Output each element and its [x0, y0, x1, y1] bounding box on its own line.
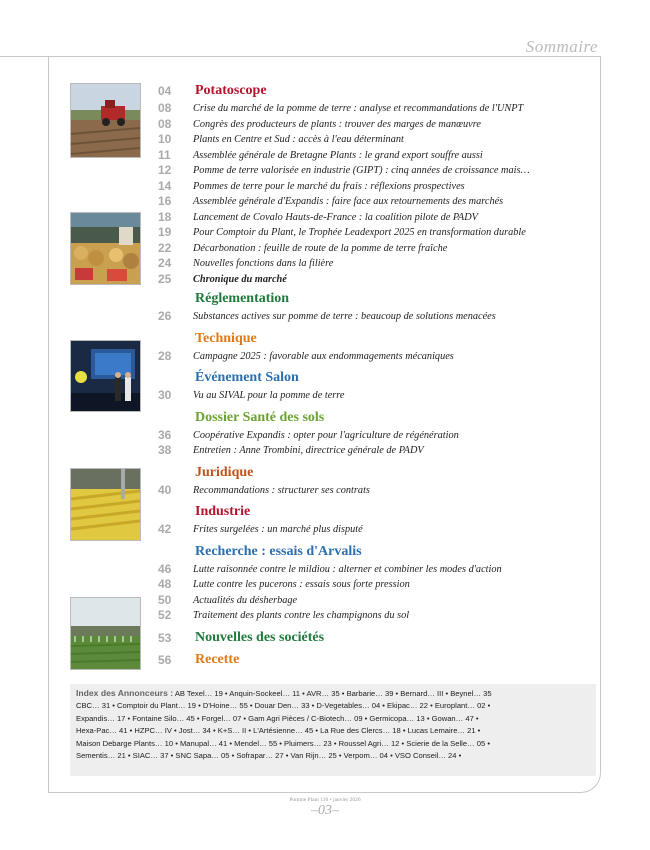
entry-page-number: 46	[158, 561, 172, 576]
toc-entry[interactable]	[158, 179, 588, 195]
entry-page-number: 25	[158, 271, 172, 286]
section-juridique[interactable]	[158, 464, 588, 483]
entry-page-number: 08	[158, 116, 172, 131]
section-header: Sommaire	[525, 37, 598, 56]
entry-page-number: 50	[158, 592, 172, 607]
section-title: Juridique	[195, 464, 254, 480]
entry-title: Campagne 2025 : favorable aux endommagements mécaniques	[193, 350, 454, 362]
entries-salon	[158, 388, 588, 404]
entry-page-number: 52	[158, 608, 172, 622]
entry-title: Pomme de terre valorisée en industrie (GIPT) : cinq années de croissance mais…	[193, 165, 530, 176]
entries-industrie	[158, 522, 588, 538]
toc-entry[interactable]	[158, 117, 588, 133]
entries-recherche	[158, 562, 588, 624]
index-row: Expandis… 17 • Fontaine Silo… 45 • Forgel… 07 • Gam Agri Pièces / C-Biotech… 09 • Germicopa… 13 • Gowan… 47 •	[76, 713, 479, 723]
advertisers-index	[70, 684, 596, 776]
section-recherche[interactable]	[158, 543, 588, 562]
entry-title: Crise du marché de la pomme de terre : analyse et recommandations de l'UNPT	[193, 103, 524, 114]
section-title: Événement Salon	[195, 370, 299, 385]
toc-entry[interactable]	[158, 593, 588, 609]
section-title: Dossier Santé des sols	[195, 409, 325, 425]
entries-technique	[158, 349, 588, 365]
section-salon[interactable]	[158, 369, 588, 388]
entries-potatoscope	[158, 101, 588, 287]
entries-reglementation	[158, 309, 588, 325]
entry-title: Pour Comptoir du Plant, le Trophée Leadexport 2025 en transformation durable	[193, 227, 526, 238]
entry-page-number: 08	[158, 101, 172, 115]
entry-title: Vu au SIVAL pour la pomme de terre	[193, 390, 345, 401]
toc-entry[interactable]	[158, 132, 588, 148]
entry-page-number: 48	[158, 577, 172, 591]
entry-page-number: 12	[158, 163, 172, 177]
section-nouvelles[interactable]	[158, 629, 588, 648]
entry-title: Plants en Centre et Sud : accès à l'eau déterminant	[193, 134, 404, 145]
section-reglementation[interactable]	[158, 290, 588, 309]
photo-harvest-field	[70, 83, 141, 158]
entry-title: Entretien : Anne Trombini, directrice générale de PADV	[193, 445, 424, 456]
entries-sante	[158, 428, 588, 459]
index-row: CBC… 31 • Comptoir du Plant… 19 • D'Hoine… 55 • Douar Den… 33 • D-Vegetables… 04 • Ekipac… 22 • Europlant… 02 •	[76, 701, 491, 711]
section-title: Industrie	[195, 504, 251, 519]
entry-title: Congrès des producteurs de plants : trouver des marges de manœuvre	[193, 118, 481, 130]
toc-entry[interactable]	[158, 577, 588, 593]
entry-title: Nouvelles fonctions dans la filière	[193, 258, 334, 269]
entry-title: Substances actives sur pomme de terre : beaucoup de solutions menacées	[193, 311, 496, 322]
entry-page-number: 24	[158, 256, 172, 270]
toc-entry[interactable]	[158, 443, 588, 459]
toc-entry[interactable]	[158, 388, 588, 404]
section-sante[interactable]	[158, 409, 588, 428]
entry-title: Recommandations : structurer ses contrats	[193, 484, 370, 496]
section-recette[interactable]	[158, 651, 588, 670]
entry-page-number: 42	[158, 522, 172, 536]
entry-title: Assemblée générale de Bretagne Plants : le grand export souffre aussi	[193, 149, 483, 161]
section-title: Réglementation	[195, 291, 290, 306]
toc-entry[interactable]	[158, 309, 588, 325]
entry-title: Chronique du marché	[193, 273, 287, 285]
toc-entry[interactable]	[158, 163, 588, 179]
entry-title: Lutte contre les pucerons : essais sous forte pression	[193, 579, 410, 590]
entry-page-number: 16	[158, 194, 172, 208]
entry-title: Coopérative Expandis : opter pour l'agriculture de régénération	[193, 429, 459, 441]
entry-page-number: 38	[158, 443, 172, 457]
section-page-number: 53	[158, 630, 172, 645]
index-row: Maison Debarge Plants… 10 • Manupal… 41 • Mendel… 55 • Pluimers… 23 • Roussel Agri… 12 • Scierie de la Selle… 05 •	[76, 738, 490, 748]
entry-page-number: 19	[158, 225, 172, 239]
toc-entry[interactable]	[158, 562, 588, 578]
entries-juridique	[158, 483, 588, 499]
entry-page-number: 28	[158, 348, 172, 363]
entry-title: Frites surgelées : un marché plus disputé	[193, 524, 363, 535]
entry-page-number: 36	[158, 427, 172, 442]
toc-entry[interactable]	[158, 608, 588, 624]
toc-entry[interactable]	[158, 349, 588, 365]
index-row-text: AB Texel… 19 • Anquin-Sockeel… 11 • AVR… 35 • Barbarie… 39 • Bernard… III • Beynel… 35	[174, 689, 492, 698]
toc-entry[interactable]	[158, 256, 588, 272]
toc-entry[interactable]	[158, 272, 588, 288]
toc-entry[interactable]	[158, 210, 588, 226]
section-title: Recette	[195, 651, 240, 667]
toc-entry[interactable]	[158, 194, 588, 210]
section-title: Potatoscope	[195, 83, 267, 98]
entry-page-number: 40	[158, 482, 172, 497]
entry-page-number: 26	[158, 309, 172, 323]
section-page-number: 04	[158, 84, 172, 98]
index-label: Index des Annonceurs :	[76, 688, 174, 698]
entry-title: Assemblée générale d'Expandis : faire face aux retournements des marchés	[193, 196, 504, 207]
photo-fries-production	[70, 468, 141, 541]
entry-title: Actualités du désherbage	[193, 594, 298, 606]
section-technique[interactable]	[158, 330, 588, 349]
toc-entry[interactable]	[158, 148, 588, 164]
entry-page-number: 14	[158, 178, 172, 193]
toc-entry[interactable]	[158, 483, 588, 499]
index-row	[76, 687, 590, 700]
entry-title: Pommes de terre pour le marché du frais : réflexions prospectives	[193, 180, 465, 192]
section-title: Technique	[195, 330, 257, 346]
entry-page-number: 22	[158, 240, 172, 255]
footer-meta: Pomme Plant 116 • janvier 2026	[289, 797, 361, 803]
section-title: Nouvelles des sociétés	[195, 629, 325, 645]
photo-trial-field	[70, 597, 141, 670]
index-row: Hexa-Pac… 41 • HZPC… IV • Jost… 34 • K+S… II • L'Artésienne… 45 • La Rue des Clercs… 18 • Lucas Lemaire… 21 •	[76, 726, 481, 736]
toc-entry[interactable]	[158, 522, 588, 538]
entry-page-number: 10	[158, 132, 172, 146]
toc-entry[interactable]	[158, 101, 588, 117]
section-title: Recherche : essais d'Arvalis	[195, 543, 362, 559]
section-page-number: 56	[158, 652, 172, 667]
entry-title: Lancement de Covalo Hauts-de-France : la coalition pilote de PADV	[193, 211, 478, 223]
entry-title: Traitement des plants contre les champignons du sol	[193, 610, 410, 621]
entry-title: Décarbonation : feuille de route de la pomme de terre fraîche	[193, 242, 448, 254]
toc-entry[interactable]	[158, 428, 588, 444]
page-number: –03–	[311, 803, 339, 818]
photo-market-stall	[70, 212, 141, 285]
section-potatoscope[interactable]	[158, 82, 588, 101]
toc-entry[interactable]	[158, 225, 588, 241]
entry-page-number: 30	[158, 388, 172, 402]
entry-page-number: 11	[158, 147, 171, 162]
toc-entry[interactable]	[158, 241, 588, 257]
photo-salon-stand	[70, 340, 141, 412]
index-row: Sementis… 21 • SIAC… 37 • SNC Sapa… 05 • Sofrapar… 27 • Van Rijn… 25 • Verpom… 04 • VSO Conseil… 24 •	[76, 751, 462, 761]
section-industrie[interactable]	[158, 503, 588, 522]
entry-title: Lutte raisonnée contre le mildiou : alterner et combiner les modes d'action	[193, 563, 502, 575]
table-of-contents	[158, 82, 588, 670]
entry-page-number: 18	[158, 209, 172, 224]
